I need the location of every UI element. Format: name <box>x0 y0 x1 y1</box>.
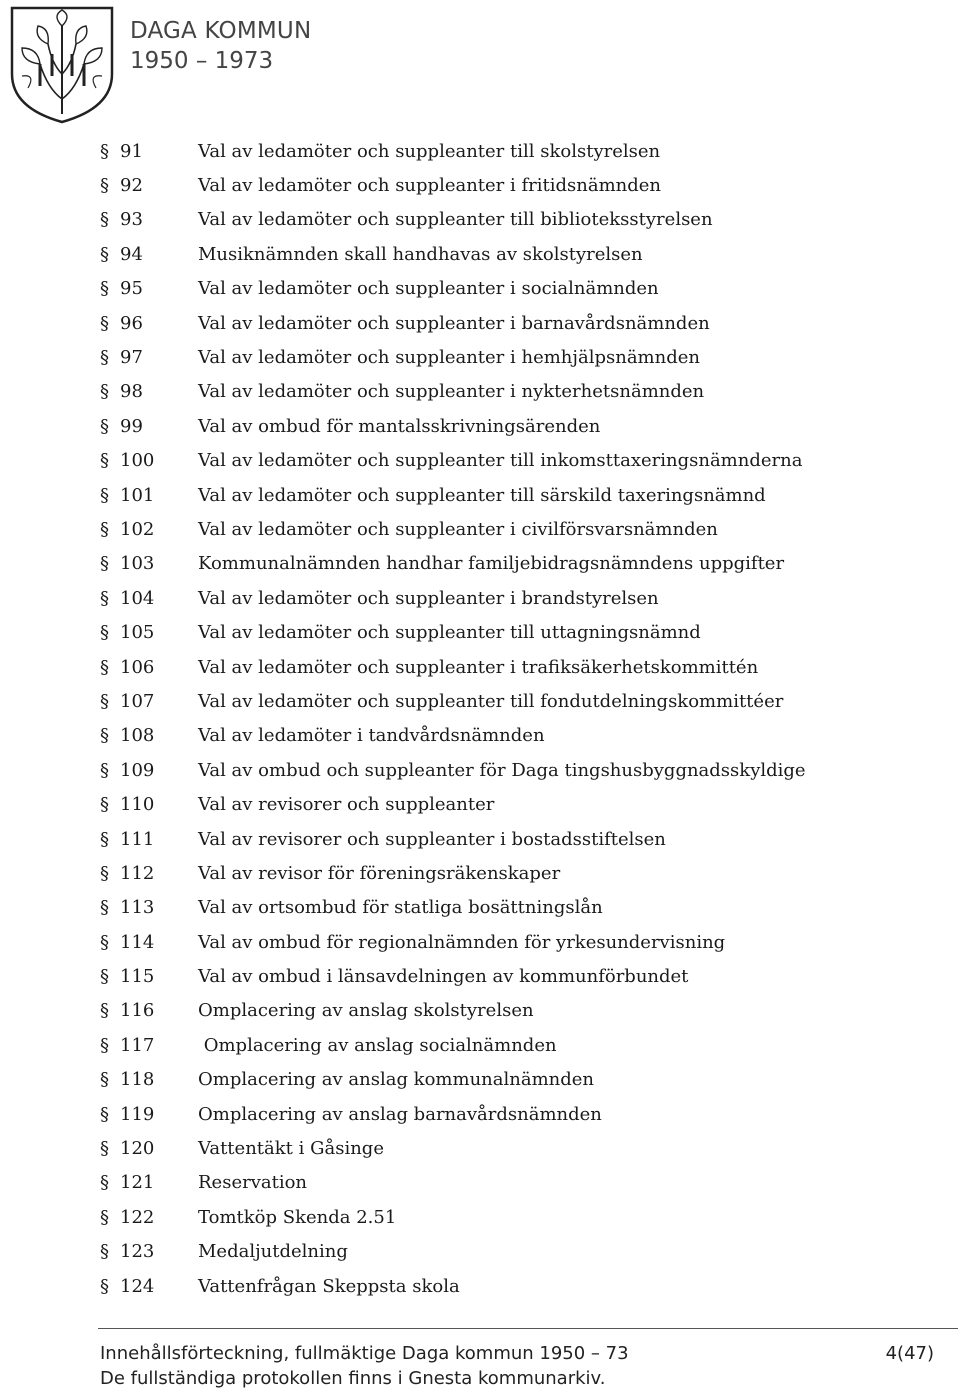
toc-row <box>100 753 930 787</box>
toc-row <box>100 409 930 443</box>
toc-row <box>100 512 930 546</box>
section-symbol: § <box>100 140 109 162</box>
section-symbol: § <box>100 1000 109 1022</box>
section-symbol: § <box>100 897 109 919</box>
toc-row <box>100 581 930 615</box>
section-symbol: § <box>100 656 109 678</box>
section-symbol: § <box>100 209 109 231</box>
footer-document-title: Innehållsförteckning, fullmäktige Daga kommun 1950 – 73 <box>100 1343 629 1364</box>
agenda-item-title: Val av revisorer och suppleanter i bostadsstiftelsen <box>198 828 666 850</box>
paragraph-number-value: 105 <box>120 622 155 644</box>
agenda-item-title: Val av ledamöter och suppleanter till inkomsttaxeringsnämnderna <box>198 450 803 472</box>
paragraph-number <box>100 1172 198 1193</box>
paragraph-number-value: 104 <box>120 587 155 609</box>
paragraph-number <box>100 209 198 230</box>
paragraph-number-value: 108 <box>120 725 155 747</box>
agenda-item-title: Vattenfrågan Skeppsta skola <box>198 1275 460 1297</box>
section-symbol: § <box>100 1206 109 1228</box>
agenda-item-title: Val av ledamöter och suppleanter i trafiksäkerhetskommittén <box>198 656 759 678</box>
paragraph-number <box>100 725 198 746</box>
paragraph-number-value: 93 <box>120 209 143 231</box>
paragraph-number-value: 107 <box>120 690 155 712</box>
section-symbol: § <box>100 243 109 265</box>
paragraph-number <box>100 244 198 265</box>
section-symbol: § <box>100 1138 109 1160</box>
toc-row <box>100 375 930 409</box>
agenda-item-title: Val av ombud och suppleanter för Daga tingshusbyggnadsskyldige <box>198 759 806 781</box>
paragraph-number <box>100 1276 198 1297</box>
paragraph-number-value: 99 <box>120 415 143 437</box>
agenda-item-title: Omplacering av anslag socialnämnden <box>198 1034 557 1056</box>
toc-row <box>100 168 930 202</box>
agenda-item-title: Omplacering av anslag barnavårdsnämnden <box>198 1103 602 1125</box>
toc-row <box>100 684 930 718</box>
paragraph-number-value: 111 <box>120 828 155 850</box>
paragraph-number-value: 114 <box>120 931 155 953</box>
section-symbol: § <box>100 415 109 437</box>
agenda-item-title: Val av ledamöter och suppleanter i fritidsnämnden <box>198 175 662 197</box>
toc-row <box>100 1235 930 1269</box>
section-symbol: § <box>100 966 109 988</box>
toc-row <box>100 787 930 821</box>
toc-row <box>100 822 930 856</box>
coat-of-arms-icon <box>8 4 116 124</box>
paragraph-number-value: 124 <box>120 1275 155 1297</box>
agenda-item-title: Val av revisor för föreningsräkenskaper <box>198 862 561 884</box>
table-of-contents <box>100 134 930 1303</box>
paragraph-number-value: 122 <box>120 1206 155 1228</box>
agenda-item-title: Val av ledamöter och suppleanter i hemhjälpsnämnden <box>198 347 700 369</box>
toc-row <box>100 994 930 1028</box>
toc-row <box>100 134 930 168</box>
section-symbol: § <box>100 794 109 816</box>
toc-row <box>100 306 930 340</box>
agenda-item-title: Omplacering av anslag skolstyrelsen <box>198 1000 534 1022</box>
paragraph-number <box>100 1104 198 1125</box>
agenda-item-title: Val av ledamöter och suppleanter till fondutdelningskommittéer <box>198 690 784 712</box>
paragraph-number <box>100 1138 198 1159</box>
section-symbol: § <box>100 278 109 300</box>
toc-row <box>100 650 930 684</box>
paragraph-number-value: 100 <box>120 450 155 472</box>
toc-row <box>100 340 930 374</box>
paragraph-number-value: 118 <box>120 1069 155 1091</box>
toc-row <box>100 959 930 993</box>
toc-row <box>100 925 930 959</box>
agenda-item-title: Val av ledamöter och suppleanter till uttagningsnämnd <box>198 622 701 644</box>
paragraph-number <box>100 278 198 299</box>
section-symbol: § <box>100 759 109 781</box>
agenda-item-title: Val av revisorer och suppleanter <box>198 794 495 816</box>
paragraph-number-value: 112 <box>120 862 155 884</box>
paragraph-number <box>100 519 198 540</box>
section-symbol: § <box>100 518 109 540</box>
paragraph-number-value: 94 <box>120 243 143 265</box>
section-symbol: § <box>100 1103 109 1125</box>
toc-row <box>100 272 930 306</box>
paragraph-number <box>100 381 198 402</box>
paragraph-number <box>100 657 198 678</box>
section-symbol: § <box>100 862 109 884</box>
toc-row <box>100 478 930 512</box>
paragraph-number <box>100 1035 198 1056</box>
toc-row <box>100 1028 930 1062</box>
paragraph-number-value: 91 <box>120 140 143 162</box>
paragraph-number <box>100 794 198 815</box>
toc-row <box>100 547 930 581</box>
paragraph-number-value: 92 <box>120 175 143 197</box>
year-range: 1950 – 1973 <box>130 48 274 74</box>
toc-row <box>100 1269 930 1303</box>
municipality-title: DAGA KOMMUN <box>130 18 312 44</box>
toc-row <box>100 891 930 925</box>
toc-row <box>100 1131 930 1165</box>
section-symbol: § <box>100 175 109 197</box>
paragraph-number <box>100 863 198 884</box>
section-symbol: § <box>100 553 109 575</box>
agenda-item-title: Val av ledamöter och suppleanter till biblioteksstyrelsen <box>198 209 713 231</box>
agenda-item-title: Val av ledamöter i tandvårdsnämnden <box>198 725 545 747</box>
paragraph-number-value: 113 <box>120 897 155 919</box>
agenda-item-title: Val av ledamöter och suppleanter till skolstyrelsen <box>198 140 661 162</box>
agenda-item-title: Reservation <box>198 1172 308 1194</box>
agenda-item-title: Val av ledamöter och suppleanter i nykterhetsnämnden <box>198 381 705 403</box>
paragraph-number-value: 117 <box>120 1034 155 1056</box>
paragraph-number <box>100 175 198 196</box>
section-symbol: § <box>100 725 109 747</box>
paragraph-number <box>100 932 198 953</box>
paragraph-number <box>100 553 198 574</box>
toc-row <box>100 615 930 649</box>
section-symbol: § <box>100 690 109 712</box>
section-symbol: § <box>100 1172 109 1194</box>
paragraph-number <box>100 1069 198 1090</box>
agenda-item-title: Val av ortsombud för statliga bosättningslån <box>198 897 603 919</box>
paragraph-number <box>100 1207 198 1228</box>
paragraph-number-value: 115 <box>120 966 155 988</box>
paragraph-number-value: 98 <box>120 381 143 403</box>
section-symbol: § <box>100 347 109 369</box>
section-symbol: § <box>100 931 109 953</box>
footer-divider <box>98 1328 958 1329</box>
agenda-item-title: Val av ombud för mantalsskrivningsärenden <box>198 415 601 437</box>
toc-row <box>100 1200 930 1234</box>
section-symbol: § <box>100 1034 109 1056</box>
agenda-item-title: Val av ledamöter och suppleanter i brandstyrelsen <box>198 587 659 609</box>
paragraph-number <box>100 760 198 781</box>
paragraph-number <box>100 141 198 162</box>
agenda-item-title: Val av ombud för regionalnämnden för yrkesundervisning <box>198 931 726 953</box>
paragraph-number-value: 106 <box>120 656 155 678</box>
section-symbol: § <box>100 450 109 472</box>
toc-row <box>100 237 930 271</box>
paragraph-number <box>100 622 198 643</box>
agenda-item-title: Val av ledamöter och suppleanter i barnavårdsnämnden <box>198 312 710 334</box>
section-symbol: § <box>100 828 109 850</box>
paragraph-number-value: 123 <box>120 1241 155 1263</box>
agenda-item-title: Omplacering av anslag kommunalnämnden <box>198 1069 594 1091</box>
toc-row <box>100 1097 930 1131</box>
section-symbol: § <box>100 587 109 609</box>
paragraph-number-value: 109 <box>120 759 155 781</box>
section-symbol: § <box>100 1241 109 1263</box>
paragraph-number <box>100 829 198 850</box>
section-symbol: § <box>100 381 109 403</box>
section-symbol: § <box>100 622 109 644</box>
agenda-item-title: Val av ledamöter och suppleanter till särskild taxeringsnämnd <box>198 484 766 506</box>
agenda-item-title: Val av ombud i länsavdelningen av kommunförbundet <box>198 966 689 988</box>
agenda-item-title: Val av ledamöter och suppleanter i socialnämnden <box>198 278 659 300</box>
paragraph-number-value: 121 <box>120 1172 155 1194</box>
footer-archive-note: De fullständiga protokollen finns i Gnesta kommunarkiv. <box>100 1368 606 1389</box>
paragraph-number-value: 102 <box>120 518 155 540</box>
agenda-item-title: Val av ledamöter och suppleanter i civilförsvarsnämnden <box>198 518 718 540</box>
paragraph-number <box>100 966 198 987</box>
toc-row <box>100 203 930 237</box>
paragraph-number-value: 119 <box>120 1103 155 1125</box>
paragraph-number <box>100 1000 198 1021</box>
paragraph-number-value: 101 <box>120 484 155 506</box>
section-symbol: § <box>100 484 109 506</box>
toc-row <box>100 444 930 478</box>
paragraph-number <box>100 1241 198 1262</box>
agenda-item-title: Kommunalnämnden handhar familjebidragsnämndens uppgifter <box>198 553 785 575</box>
section-symbol: § <box>100 312 109 334</box>
toc-row <box>100 719 930 753</box>
paragraph-number <box>100 416 198 437</box>
agenda-item-title: Tomtköp Skenda 2.51 <box>198 1206 397 1228</box>
section-symbol: § <box>100 1275 109 1297</box>
paragraph-number <box>100 485 198 506</box>
paragraph-number-value: 110 <box>120 794 155 816</box>
paragraph-number-value: 96 <box>120 312 143 334</box>
agenda-item-title: Medaljutdelning <box>198 1241 348 1263</box>
agenda-item-title: Vattentäkt i Gåsinge <box>198 1138 384 1160</box>
paragraph-number-value: 120 <box>120 1138 155 1160</box>
agenda-item-title: Musiknämnden skall handhavas av skolstyrelsen <box>198 243 643 265</box>
paragraph-number <box>100 313 198 334</box>
toc-row <box>100 856 930 890</box>
paragraph-number-value: 95 <box>120 278 143 300</box>
paragraph-number <box>100 450 198 471</box>
paragraph-number-value: 116 <box>120 1000 155 1022</box>
paragraph-number <box>100 691 198 712</box>
toc-row <box>100 1166 930 1200</box>
paragraph-number <box>100 897 198 918</box>
paragraph-number <box>100 347 198 368</box>
paragraph-number <box>100 588 198 609</box>
paragraph-number-value: 97 <box>120 347 143 369</box>
section-symbol: § <box>100 1069 109 1091</box>
toc-row <box>100 1063 930 1097</box>
page-number: 4(47) <box>885 1343 934 1364</box>
paragraph-number-value: 103 <box>120 553 155 575</box>
